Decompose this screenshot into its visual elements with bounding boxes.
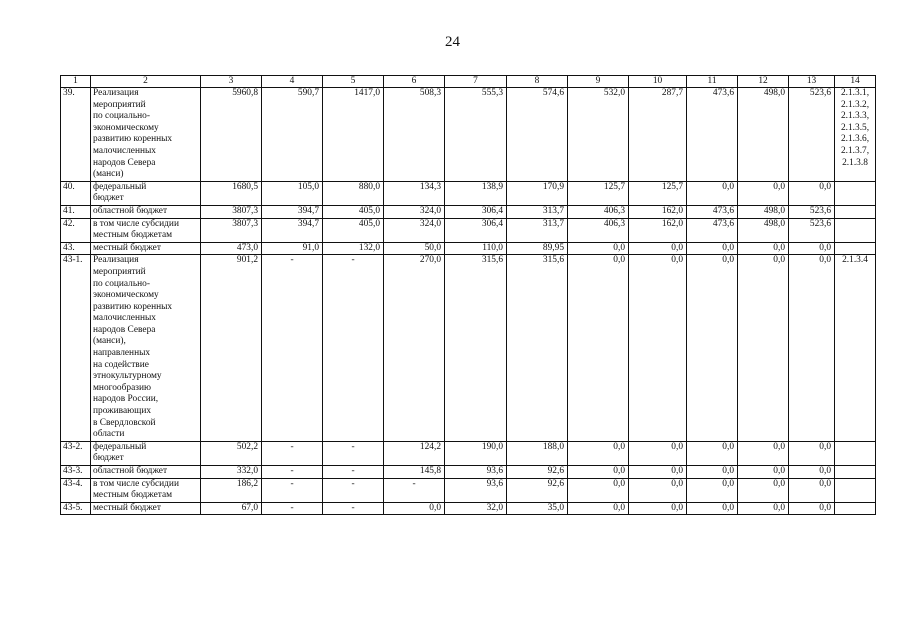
- value-cell: -: [262, 466, 323, 479]
- column-number: 12: [738, 76, 789, 88]
- table-row: [61, 255, 876, 442]
- row-description: федеральный бюджет: [91, 181, 201, 205]
- row-number: 43.: [61, 242, 91, 255]
- value-cell: 313,7: [507, 218, 568, 242]
- value-cell: 473,6: [687, 88, 738, 182]
- value-cell: 124,2: [384, 441, 445, 465]
- value-cell: 134,3: [384, 181, 445, 205]
- value-cell: 523,6: [789, 205, 835, 218]
- value-cell: 0,0: [738, 441, 789, 465]
- target-index-cell: [835, 441, 876, 465]
- budget-table: [60, 75, 876, 515]
- value-cell: 89,95: [507, 242, 568, 255]
- value-cell: 0,0: [738, 242, 789, 255]
- value-cell: 0,0: [738, 466, 789, 479]
- value-cell: 306,4: [445, 218, 507, 242]
- value-cell: 0,0: [738, 478, 789, 502]
- value-cell: 145,8: [384, 466, 445, 479]
- target-index-cell: [835, 205, 876, 218]
- value-cell: 0,0: [738, 255, 789, 442]
- value-cell: -: [262, 502, 323, 515]
- row-description: в том числе субсидии местным бюджетам: [91, 478, 201, 502]
- target-index-cell: [835, 466, 876, 479]
- column-number: 9: [568, 76, 629, 88]
- value-cell: 162,0: [629, 205, 687, 218]
- column-number: 7: [445, 76, 507, 88]
- value-cell: 0,0: [568, 466, 629, 479]
- value-cell: -: [323, 255, 384, 442]
- value-cell: 315,6: [445, 255, 507, 442]
- value-cell: 473,0: [201, 242, 262, 255]
- column-number: 8: [507, 76, 568, 88]
- target-index-cell: 2.1.3.1, 2.1.3.2, 2.1.3.3, 2.1.3.5, 2.1.3.6, 2.1.3.7, 2.1.3.8: [835, 88, 876, 182]
- column-number: 1: [61, 76, 91, 88]
- value-cell: 901,2: [201, 255, 262, 442]
- column-number: 3: [201, 76, 262, 88]
- table-row: [61, 466, 876, 479]
- value-cell: 125,7: [568, 181, 629, 205]
- value-cell: 0,0: [384, 502, 445, 515]
- value-cell: 0,0: [789, 181, 835, 205]
- value-cell: 532,0: [568, 88, 629, 182]
- row-number: 41.: [61, 205, 91, 218]
- value-cell: 287,7: [629, 88, 687, 182]
- value-cell: 394,7: [262, 205, 323, 218]
- value-cell: 0,0: [629, 242, 687, 255]
- value-cell: 50,0: [384, 242, 445, 255]
- value-cell: 880,0: [323, 181, 384, 205]
- page-number: 24: [445, 34, 460, 50]
- value-cell: 1680,5: [201, 181, 262, 205]
- value-cell: 523,6: [789, 218, 835, 242]
- row-number: 43-4.: [61, 478, 91, 502]
- value-cell: 0,0: [568, 478, 629, 502]
- table-row: [61, 205, 876, 218]
- value-cell: -: [384, 478, 445, 502]
- row-description: Реализация мероприятий по социально- экономическому развитию коренных малочисленных народов Севера (манси), направленных на содействие этнокультурному многообразию народов России, проживающих в Свердловской области: [91, 255, 201, 442]
- column-number: 10: [629, 76, 687, 88]
- row-description: областной бюджет: [91, 205, 201, 218]
- row-number: 42.: [61, 218, 91, 242]
- row-number: 43-5.: [61, 502, 91, 515]
- row-number: 43-1.: [61, 255, 91, 442]
- value-cell: 0,0: [568, 242, 629, 255]
- value-cell: 162,0: [629, 218, 687, 242]
- value-cell: 523,6: [789, 88, 835, 182]
- row-description: в том числе субсидии местным бюджетам: [91, 218, 201, 242]
- value-cell: 0,0: [738, 181, 789, 205]
- row-number: 40.: [61, 181, 91, 205]
- value-cell: 270,0: [384, 255, 445, 442]
- row-description: Реализация мероприятий по социально- экономическому развитию коренных малочисленных народов Севера (манси): [91, 88, 201, 182]
- value-cell: 0,0: [687, 441, 738, 465]
- row-number: 39.: [61, 88, 91, 182]
- value-cell: 170,9: [507, 181, 568, 205]
- value-cell: 0,0: [789, 242, 835, 255]
- value-cell: 502,2: [201, 441, 262, 465]
- value-cell: 0,0: [629, 441, 687, 465]
- value-cell: 35,0: [507, 502, 568, 515]
- value-cell: -: [323, 441, 384, 465]
- target-index-cell: [835, 218, 876, 242]
- value-cell: 306,4: [445, 205, 507, 218]
- column-number: 5: [323, 76, 384, 88]
- value-cell: 313,7: [507, 205, 568, 218]
- value-cell: 498,0: [738, 88, 789, 182]
- value-cell: 0,0: [687, 255, 738, 442]
- value-cell: -: [262, 441, 323, 465]
- value-cell: 590,7: [262, 88, 323, 182]
- value-cell: 0,0: [687, 502, 738, 515]
- target-index-cell: [835, 242, 876, 255]
- value-cell: -: [323, 502, 384, 515]
- row-description: федеральный бюджет: [91, 441, 201, 465]
- value-cell: 93,6: [445, 478, 507, 502]
- value-cell: 0,0: [687, 466, 738, 479]
- value-cell: 0,0: [738, 502, 789, 515]
- value-cell: 0,0: [687, 181, 738, 205]
- value-cell: 508,3: [384, 88, 445, 182]
- value-cell: -: [262, 478, 323, 502]
- value-cell: 0,0: [629, 466, 687, 479]
- value-cell: 324,0: [384, 205, 445, 218]
- column-number: 4: [262, 76, 323, 88]
- row-number: 43-2.: [61, 441, 91, 465]
- value-cell: 406,3: [568, 218, 629, 242]
- column-number: 11: [687, 76, 738, 88]
- value-cell: 498,0: [738, 218, 789, 242]
- header-row: [61, 76, 876, 88]
- value-cell: 3807,3: [201, 205, 262, 218]
- value-cell: 5960,8: [201, 88, 262, 182]
- value-cell: 315,6: [507, 255, 568, 442]
- column-number: 2: [91, 76, 201, 88]
- value-cell: 0,0: [687, 242, 738, 255]
- value-cell: 473,6: [687, 218, 738, 242]
- value-cell: -: [262, 255, 323, 442]
- value-cell: 138,9: [445, 181, 507, 205]
- value-cell: 0,0: [687, 478, 738, 502]
- row-description: областной бюджет: [91, 466, 201, 479]
- table-row: [61, 181, 876, 205]
- value-cell: 93,6: [445, 466, 507, 479]
- value-cell: 32,0: [445, 502, 507, 515]
- row-number: 43-3.: [61, 466, 91, 479]
- table-row: [61, 242, 876, 255]
- value-cell: 0,0: [568, 255, 629, 442]
- value-cell: 405,0: [323, 218, 384, 242]
- value-cell: 125,7: [629, 181, 687, 205]
- value-cell: 0,0: [629, 255, 687, 442]
- value-cell: 324,0: [384, 218, 445, 242]
- value-cell: 67,0: [201, 502, 262, 515]
- value-cell: 188,0: [507, 441, 568, 465]
- value-cell: 574,6: [507, 88, 568, 182]
- value-cell: 406,3: [568, 205, 629, 218]
- column-number: 6: [384, 76, 445, 88]
- value-cell: 473,6: [687, 205, 738, 218]
- value-cell: 0,0: [629, 502, 687, 515]
- value-cell: 92,6: [507, 478, 568, 502]
- value-cell: 0,0: [789, 478, 835, 502]
- value-cell: 498,0: [738, 205, 789, 218]
- value-cell: -: [323, 478, 384, 502]
- target-index-cell: 2.1.3.4: [835, 255, 876, 442]
- value-cell: 3807,3: [201, 218, 262, 242]
- value-cell: 405,0: [323, 205, 384, 218]
- row-description: местный бюджет: [91, 502, 201, 515]
- table-row: [61, 441, 876, 465]
- value-cell: 0,0: [568, 502, 629, 515]
- value-cell: 190,0: [445, 441, 507, 465]
- column-number: 13: [789, 76, 835, 88]
- value-cell: 105,0: [262, 181, 323, 205]
- value-cell: 0,0: [789, 255, 835, 442]
- value-cell: 0,0: [789, 466, 835, 479]
- row-description: местный бюджет: [91, 242, 201, 255]
- value-cell: 1417,0: [323, 88, 384, 182]
- table-row: [61, 88, 876, 182]
- value-cell: 110,0: [445, 242, 507, 255]
- value-cell: 0,0: [568, 441, 629, 465]
- value-cell: 0,0: [629, 478, 687, 502]
- target-index-cell: [835, 502, 876, 515]
- value-cell: 186,2: [201, 478, 262, 502]
- table-row: [61, 478, 876, 502]
- value-cell: 132,0: [323, 242, 384, 255]
- table-row: [61, 502, 876, 515]
- value-cell: -: [323, 466, 384, 479]
- value-cell: 332,0: [201, 466, 262, 479]
- value-cell: 0,0: [789, 502, 835, 515]
- value-cell: 91,0: [262, 242, 323, 255]
- value-cell: 555,3: [445, 88, 507, 182]
- value-cell: 92,6: [507, 466, 568, 479]
- target-index-cell: [835, 478, 876, 502]
- target-index-cell: [835, 181, 876, 205]
- value-cell: 394,7: [262, 218, 323, 242]
- value-cell: 0,0: [789, 441, 835, 465]
- column-number: 14: [835, 76, 876, 88]
- table-row: [61, 218, 876, 242]
